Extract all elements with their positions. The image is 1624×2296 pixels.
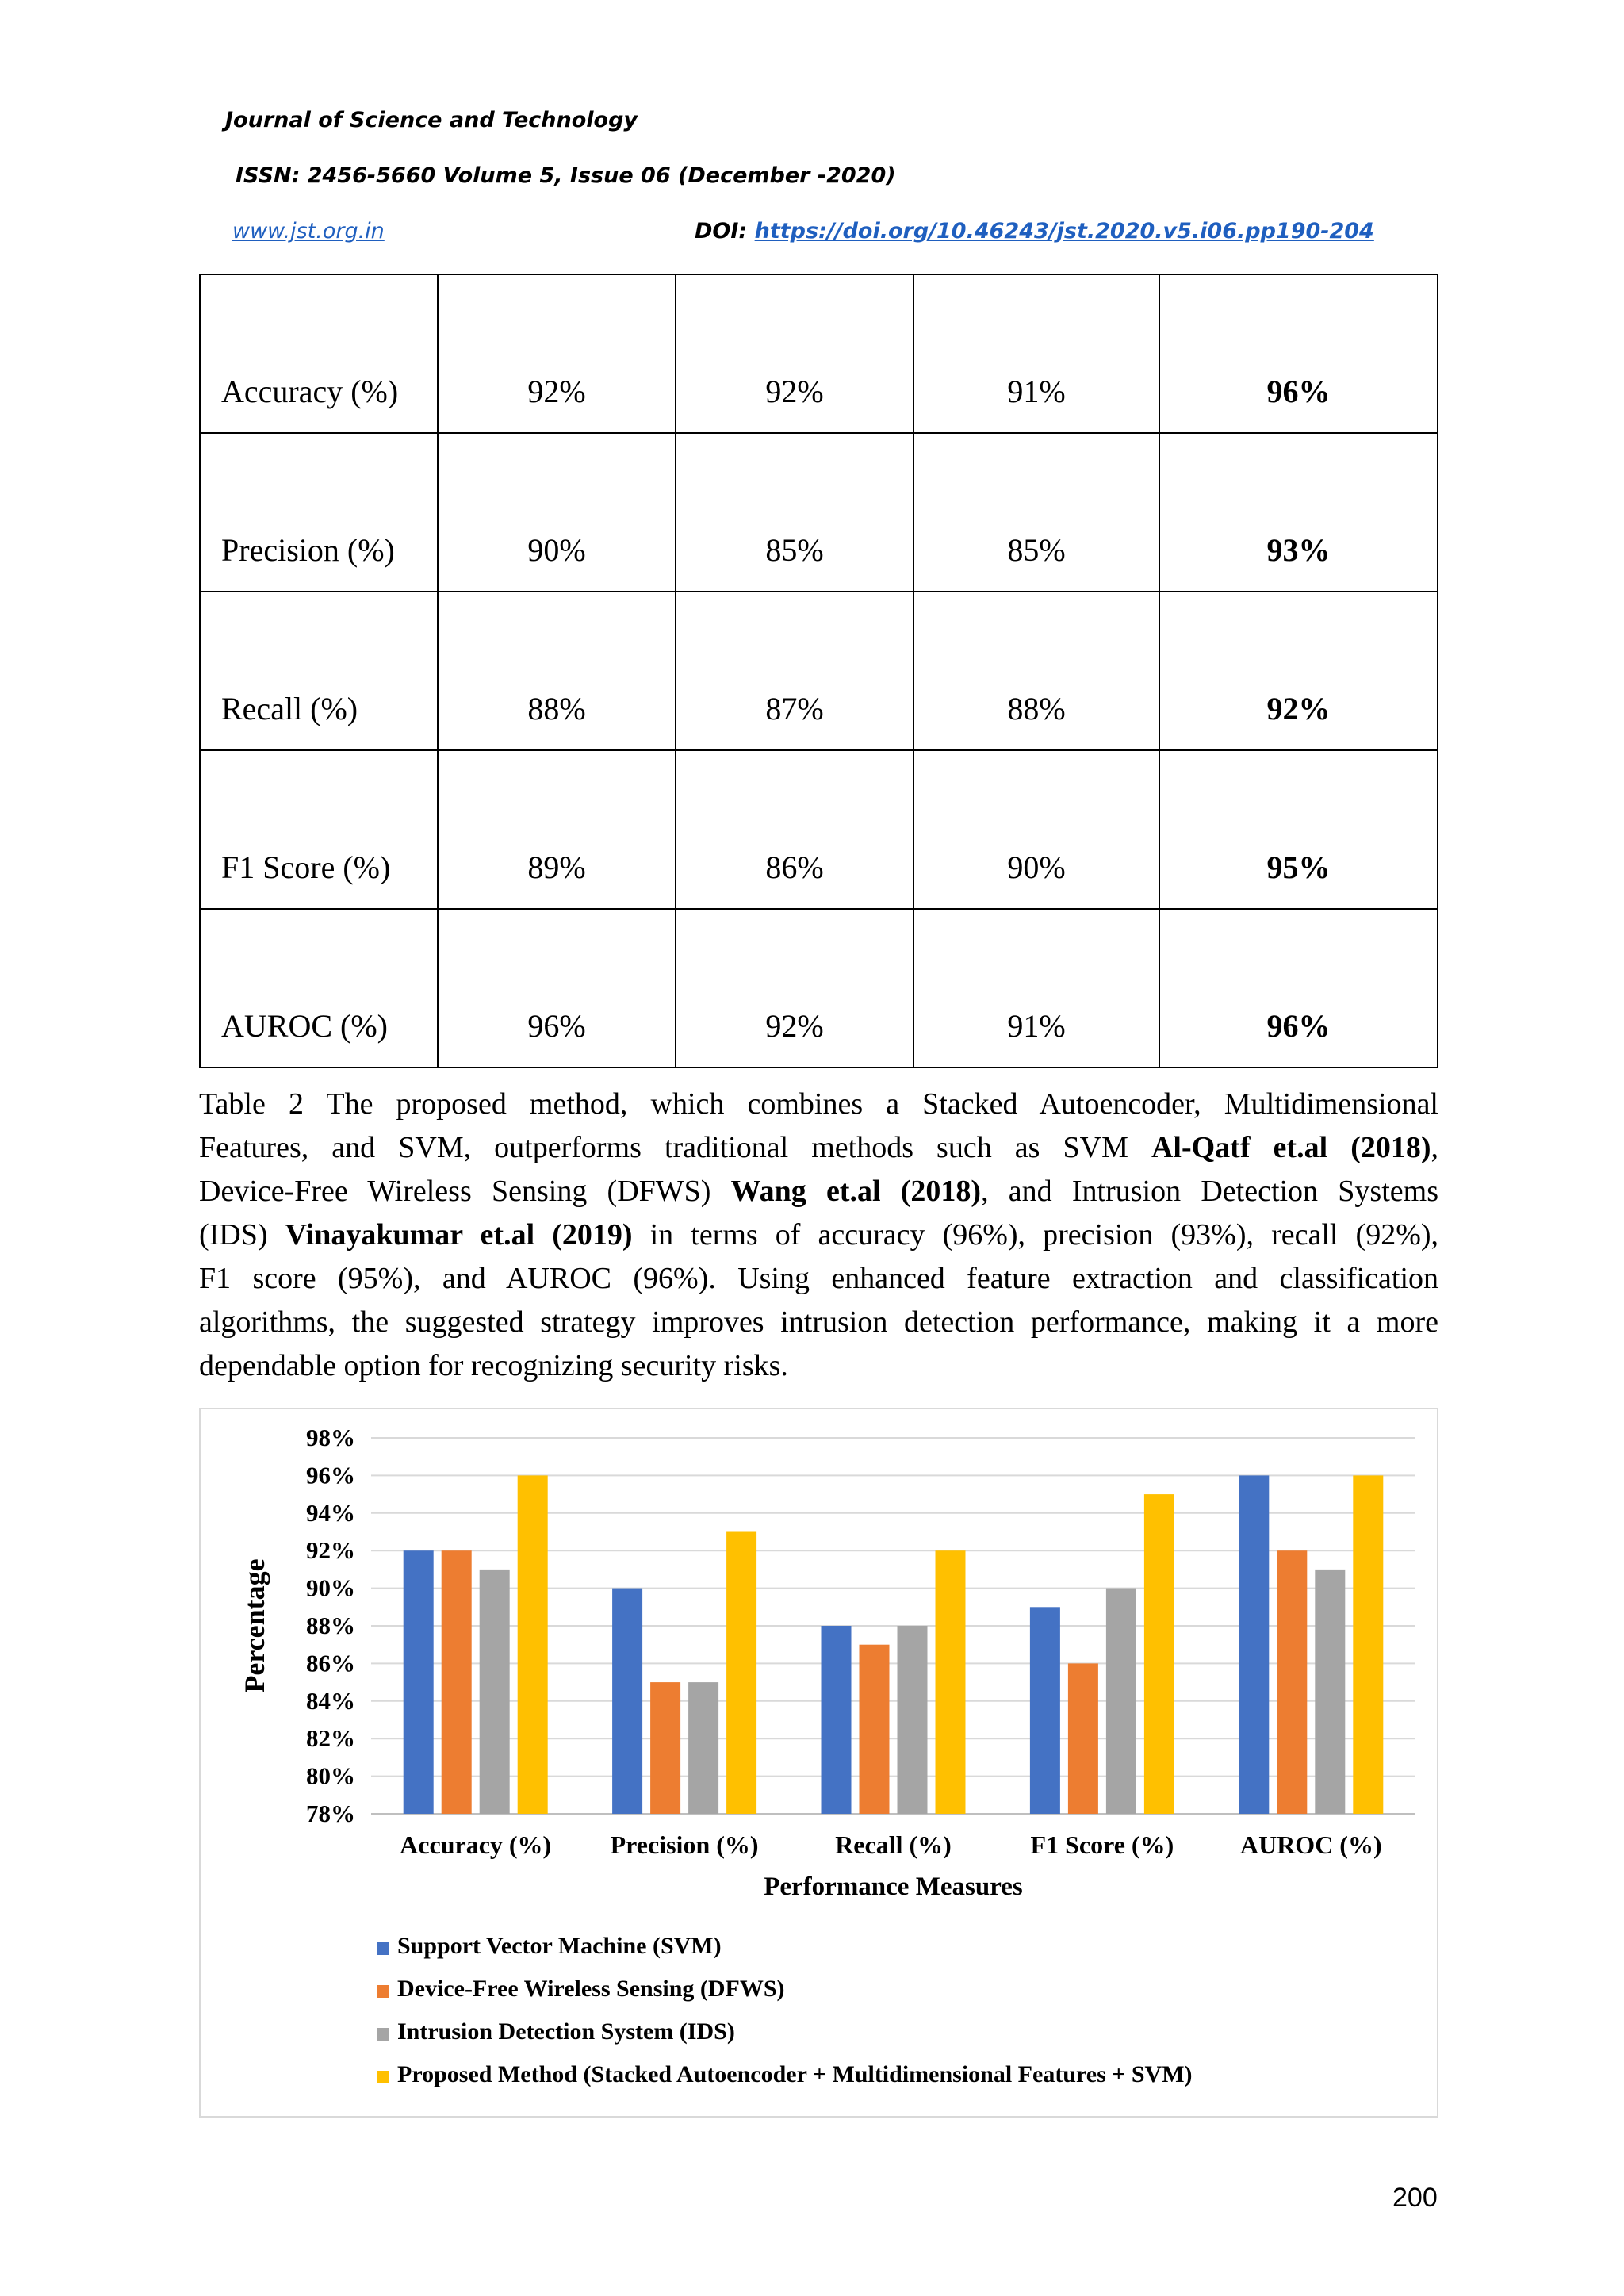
legend-swatch [377, 1985, 389, 1998]
y-axis-label: Percentage [239, 1558, 270, 1693]
dfws-cell: 92% [676, 274, 914, 433]
bar-intrusion [898, 1626, 928, 1814]
svm-cell: 90% [438, 433, 676, 592]
caption-line [199, 1213, 1438, 1257]
proposed-cell: 96% [1159, 909, 1438, 1068]
caption-line: F1 score (95%), and AUROC (96%). Using enhanced feature extraction and classification [199, 1262, 1438, 1295]
y-tick-label: 92% [306, 1536, 355, 1565]
metric-cell: Accuracy (%) [200, 274, 438, 433]
caption-line: dependable option for recognizing security risks. [199, 1349, 788, 1382]
doi-link[interactable]: https://doi.org/10.46243/jst.2020.v5.i06.pp190-204 [754, 219, 1374, 243]
bar-support [612, 1589, 642, 1814]
caption-text: in terms of accuracy (96%), precision (93%), recall (92%), [632, 1218, 1438, 1251]
x-tick-label: Precision (%) [610, 1830, 759, 1859]
table-row [200, 433, 1438, 592]
x-axis-label: Performance Measures [764, 1872, 1023, 1901]
y-tick-label: 82% [306, 1724, 355, 1753]
metric-cell: Precision (%) [200, 433, 438, 592]
legend-swatch [377, 2028, 389, 2041]
bar-device-free [860, 1645, 890, 1814]
x-tick-label: Accuracy (%) [400, 1830, 552, 1859]
caption-line: algorithms, the suggested strategy improves intrusion detection performance, making it a more [199, 1305, 1438, 1339]
chart-plot [201, 1409, 1437, 2116]
citation-wang: Wang et.al (2018) [730, 1175, 982, 1208]
table-row [200, 909, 1438, 1068]
bar-proposed [936, 1550, 966, 1814]
caption-line [199, 1170, 1438, 1213]
table-row [200, 274, 1438, 433]
svm-cell: 89% [438, 750, 676, 909]
caption-text: , [1431, 1131, 1438, 1164]
svm-cell: 92% [438, 274, 676, 433]
bar-proposed [1144, 1494, 1174, 1814]
ids-cell: 88% [914, 592, 1159, 750]
table-caption [199, 1083, 1438, 1388]
dfws-cell: 87% [676, 592, 914, 750]
dfws-cell: 92% [676, 909, 914, 1068]
caption-text: Device-Free Wireless Sensing (DFWS) [199, 1175, 731, 1208]
bar-device-free [1277, 1550, 1307, 1814]
bar-intrusion [480, 1570, 510, 1814]
legend-label: Support Vector Machine (SVM) [397, 1933, 722, 1959]
legend-swatch [377, 2071, 389, 2083]
caption-text: , and Intrusion Detection Systems [981, 1175, 1438, 1208]
bar-intrusion [1315, 1570, 1345, 1814]
bar-support [1030, 1607, 1060, 1814]
issn-line: ISSN: 2456-5660 Volume 5, Issue 06 (December -2020) [236, 163, 896, 188]
bar-intrusion [1106, 1589, 1136, 1814]
proposed-cell: 92% [1159, 592, 1438, 750]
y-tick-label: 88% [306, 1612, 355, 1639]
table-row [200, 592, 1438, 750]
y-tick-label: 94% [306, 1498, 355, 1527]
ids-cell: 85% [914, 433, 1159, 592]
ids-cell: 91% [914, 274, 1159, 433]
caption-text: Features, and SVM, outperforms traditional methods such as SVM [199, 1131, 1151, 1164]
svm-cell: 96% [438, 909, 676, 1068]
bar-proposed [1353, 1475, 1383, 1814]
bar-proposed [518, 1475, 548, 1814]
x-tick-label: Recall (%) [835, 1830, 952, 1859]
ids-cell: 91% [914, 909, 1159, 1068]
legend-label: Intrusion Detection System (IDS) [397, 2018, 735, 2045]
proposed-cell: 95% [1159, 750, 1438, 909]
metric-cell: F1 Score (%) [200, 750, 438, 909]
proposed-cell: 93% [1159, 433, 1438, 592]
legend-swatch [377, 1942, 389, 1955]
bar-support [404, 1550, 434, 1814]
legend-label: Device-Free Wireless Sensing (DFWS) [397, 1976, 785, 2002]
dfws-cell: 85% [676, 433, 914, 592]
metric-cell: Recall (%) [200, 592, 438, 750]
citation-vinayakumar: Vinayakumar et.al (2019) [285, 1218, 633, 1251]
caption-text: (IDS) [199, 1218, 285, 1251]
metrics-table [199, 274, 1438, 1068]
y-tick-label: 78% [306, 1800, 355, 1827]
bar-device-free [650, 1682, 680, 1814]
ids-cell: 90% [914, 750, 1159, 909]
doi-label: DOI: [695, 219, 755, 243]
citation-alqatf: Al-Qatf et.al (2018) [1151, 1131, 1431, 1164]
y-tick-label: 96% [306, 1461, 355, 1489]
table-row [200, 750, 1438, 909]
y-tick-label: 90% [306, 1573, 355, 1602]
metric-cell: AUROC (%) [200, 909, 438, 1068]
bar-intrusion [688, 1682, 718, 1814]
legend-label: Proposed Method (Stacked Autoencoder + Multidimensional Features + SVM) [397, 2061, 1193, 2087]
y-tick-label: 80% [306, 1761, 355, 1790]
svm-cell: 88% [438, 592, 676, 750]
page-number: 200 [1392, 2183, 1438, 2213]
journal-title: Journal of Science and Technology [225, 108, 638, 132]
y-tick-label: 84% [306, 1686, 355, 1715]
y-tick-label: 98% [306, 1424, 355, 1451]
bar-proposed [726, 1532, 756, 1815]
dfws-cell: 86% [676, 750, 914, 909]
y-tick-label: 86% [306, 1649, 355, 1677]
bar-device-free [442, 1550, 472, 1814]
bar-support [1239, 1475, 1269, 1814]
caption-line [199, 1126, 1438, 1170]
x-tick-label: F1 Score (%) [1030, 1830, 1174, 1859]
bar-device-free [1068, 1663, 1098, 1814]
caption-line: Table 2 The proposed method, which combines a Stacked Autoencoder, Multidimensional [199, 1087, 1438, 1121]
x-tick-label: AUROC (%) [1239, 1830, 1382, 1859]
bar-chart [199, 1408, 1438, 2118]
website-link[interactable]: www.jst.org.in [232, 219, 385, 243]
doi-line [695, 219, 1374, 243]
bar-support [822, 1626, 852, 1814]
proposed-cell: 96% [1159, 274, 1438, 433]
